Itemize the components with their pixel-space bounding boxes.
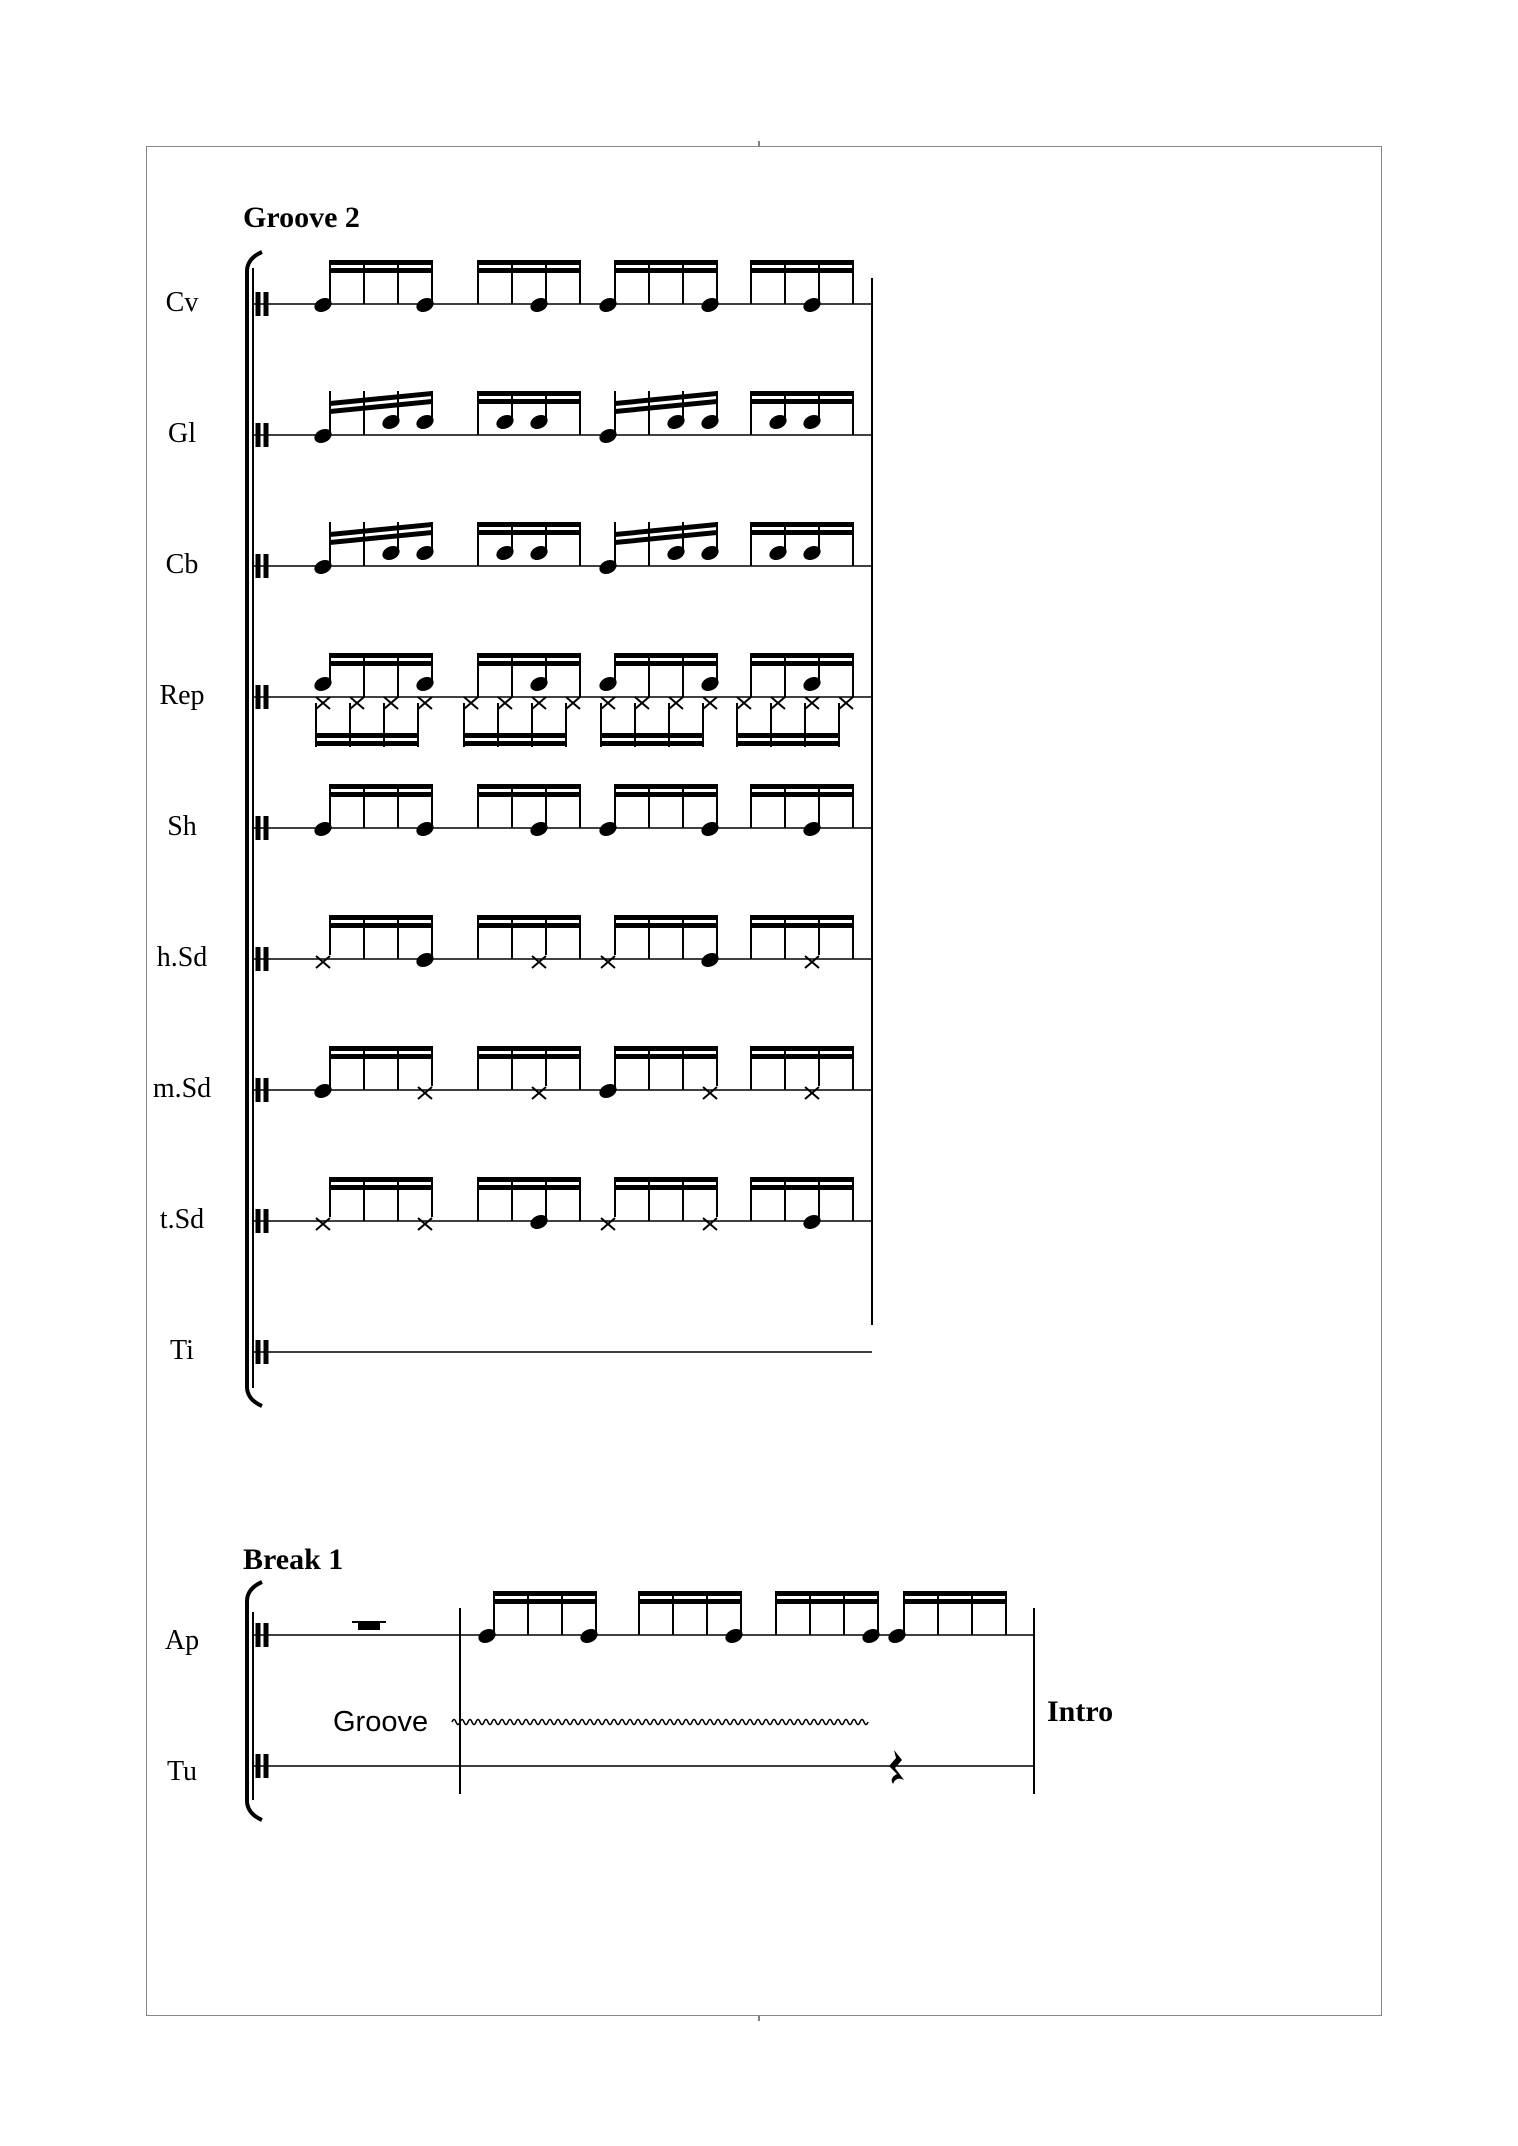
beam [751,399,853,404]
section-title-groove-2: Groove 2 [243,201,360,234]
beam [751,522,853,527]
beam [330,268,432,273]
beam [615,1054,717,1059]
staff-label-cv: Cv [165,287,199,318]
beam [737,741,839,746]
beam [330,915,432,920]
beam [330,1177,432,1182]
beam [615,661,717,666]
beam [751,391,853,396]
beam [478,1046,580,1051]
beam [478,1177,580,1182]
beam [478,399,580,404]
beam [751,1185,853,1190]
beam [615,1185,717,1190]
staff-label-cb: Cb [165,549,199,580]
beam [751,268,853,273]
beam [330,1054,432,1059]
beam [330,653,432,658]
beam [904,1591,1006,1596]
beam [478,522,580,527]
beam [751,1177,853,1182]
beam [478,391,580,396]
beam [330,260,432,265]
beam [330,1046,432,1051]
whole-rest [358,1622,380,1630]
beam [751,915,853,920]
beam [330,792,432,797]
beam [478,260,580,265]
beam [478,268,580,273]
beam [776,1591,878,1596]
beam [615,923,717,928]
beam [615,792,717,797]
beam [478,923,580,928]
beam [904,1599,1006,1604]
staff-label-ti: Ti [170,1335,194,1366]
beam [464,733,566,738]
intro-label: Intro [1047,1695,1114,1728]
beam [751,661,853,666]
groove-cue-text: Groove [333,1706,429,1738]
beam [478,915,580,920]
beam [615,915,717,920]
staff-label-gl: Gl [168,418,196,449]
section-title-break-1: Break 1 [243,1543,344,1576]
staff-label-rep: Rep [159,680,205,711]
beam [615,260,717,265]
beam [751,784,853,789]
beam [478,661,580,666]
beam [776,1599,878,1604]
beam [330,661,432,666]
staff-label-ap: Ap [164,1625,200,1656]
beam [615,1046,717,1051]
quarter-rest [889,1750,904,1784]
beam [478,1185,580,1190]
beam [751,923,853,928]
beam [601,741,703,746]
beam [464,741,566,746]
beam [751,260,853,265]
staff-label-tu: Tu [166,1756,198,1787]
beam [751,653,853,658]
system-bracket [247,1582,262,1820]
beam [316,741,418,746]
beam [330,1185,432,1190]
beam [639,1599,741,1604]
beam [478,653,580,658]
staff-label-hsd: h.Sd [156,942,208,973]
beam [494,1599,596,1604]
beam [316,733,418,738]
staff-label-sh: Sh [167,811,197,842]
beam [478,792,580,797]
beam [751,1046,853,1051]
beam [615,784,717,789]
beam [615,653,717,658]
beam [639,1591,741,1596]
beam [494,1591,596,1596]
beam [601,733,703,738]
beam [615,1177,717,1182]
beam [615,268,717,273]
beam [751,530,853,535]
beam [737,733,839,738]
beam [751,1054,853,1059]
staff-label-tsd: t.Sd [159,1204,205,1235]
staff-label-msd: m.Sd [152,1073,212,1104]
beam [478,784,580,789]
groove-wavy-line [452,1720,868,1725]
beam [330,923,432,928]
beam [478,1054,580,1059]
beam [751,792,853,797]
beam [478,530,580,535]
beam [330,784,432,789]
